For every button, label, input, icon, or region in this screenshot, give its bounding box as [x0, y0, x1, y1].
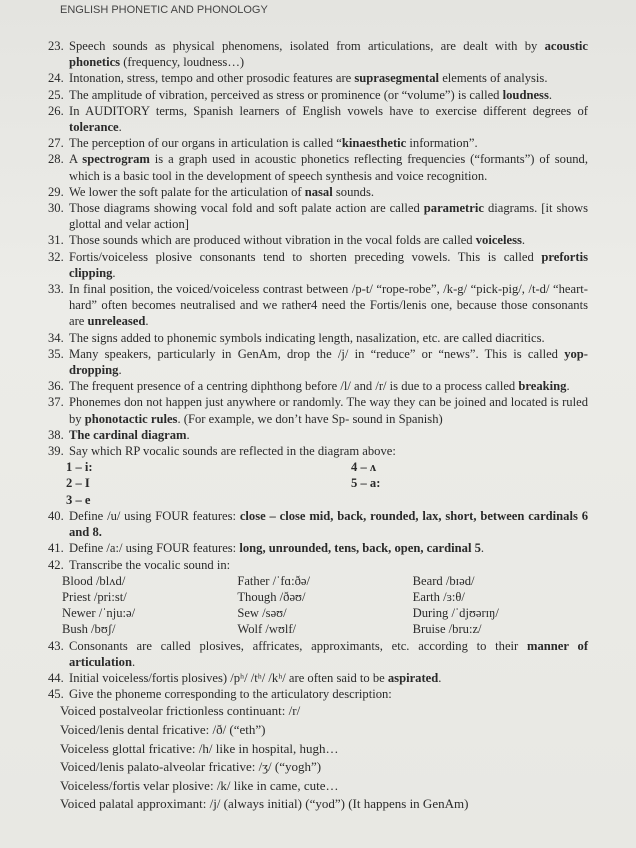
question-text-plain: We lower the soft palate for the articulation of — [69, 184, 305, 199]
question-number: 25. — [48, 87, 64, 102]
description-line: Voiceless glottal fricative: /h/ like in hospital, hugh… — [60, 740, 339, 756]
question-item — [48, 103, 588, 135]
question-text — [69, 39, 588, 69]
question-text-plain: The amplitude of vibration, perceived as stress or prominence (or “volume”) is called — [69, 87, 503, 102]
question-answer: tolerance — [69, 120, 119, 135]
question-text-plain: In final position, the voiced/voiceless contrast between /p-t/ “rope-robe”, /k-g/ “pick-pig/, /t-d/ “heart-hard” often becomes neutralised and we rather4 need the Fortis/lenis one, because those consonants are — [69, 282, 588, 329]
transcription-word: Beard /bɪəd/ — [412, 573, 475, 588]
question-text — [69, 671, 441, 685]
transcription-cell — [237, 605, 412, 621]
question-number: 43. — [48, 638, 64, 653]
question-answer: unreleased — [87, 314, 146, 329]
question-text-plain: sounds. — [332, 184, 375, 199]
question-answer: parametric — [423, 201, 484, 216]
question-number: 38. — [48, 427, 64, 442]
cardinal-entry: 5 – a: — [351, 476, 381, 491]
question-item — [48, 394, 588, 426]
question-text-plain: The frequent presence of a centring diphthong before /l/ and /r/ is due to a process called — [69, 379, 519, 394]
question-text — [69, 104, 588, 134]
question-number: 35. — [48, 346, 64, 361]
question-text — [69, 395, 588, 425]
transcription-cell — [413, 573, 588, 589]
question-item — [48, 135, 588, 151]
transcription-word: Blood /blʌd/ — [62, 573, 126, 588]
description-line: Voiceless/fortis velar plosive: /k/ like in came, cute… — [60, 777, 339, 793]
transcription-cell — [413, 589, 588, 605]
question-item — [48, 87, 588, 103]
transcription-cell — [237, 573, 412, 589]
question-text-plain: . (For example, we don’t have Sp- sound in Spanish) — [177, 411, 443, 426]
cardinal-entry: 1 – i: — [66, 460, 93, 475]
question-text-plain: . — [480, 541, 485, 556]
question-answer: voiceless — [475, 233, 522, 248]
cardinal-entry — [351, 492, 551, 508]
question-number: 26. — [48, 103, 64, 118]
question-text — [69, 444, 396, 458]
description-list — [48, 702, 588, 814]
cardinal-list — [48, 459, 588, 508]
question-answer: manner of articulation — [69, 638, 589, 669]
question-number: 30. — [48, 201, 64, 216]
question-text-plain: The perception of our organs in articulation is called “ — [69, 136, 342, 151]
question-text-plain: Define /a:/ using FOUR features: — [69, 541, 240, 556]
question-text-plain: . — [145, 314, 149, 329]
question-number: 41. — [48, 541, 64, 556]
question-number: 28. — [48, 152, 64, 167]
transcription-cell — [62, 589, 237, 605]
question-item — [48, 686, 588, 702]
question-answer: The cardinal diagram — [69, 427, 187, 442]
question-text-plain: A — [69, 152, 83, 167]
question-answer: acoustic phonetics — [69, 39, 588, 70]
cardinal-entry: 4 – ʌ — [351, 460, 377, 475]
question-number: 39. — [48, 444, 64, 459]
question-text — [69, 152, 588, 182]
question-text — [69, 558, 230, 572]
question-answer: aspirated — [387, 670, 439, 685]
question-answer: long, unrounded, tens, back, open, cardinal 5 — [239, 541, 481, 556]
question-item — [48, 638, 588, 670]
description-line: Voiced/lenis dental fricative: /ð/ (“eth”) — [60, 721, 266, 737]
question-number: 40. — [48, 508, 64, 523]
question-item — [48, 670, 588, 686]
question-item — [48, 346, 588, 378]
question-text-plain: Those diagrams showing vocal fold and soft palate action are called — [69, 201, 424, 216]
question-text-plain: information”. — [406, 136, 478, 151]
question-number: 32. — [48, 249, 64, 264]
description-line: Voiced postalveolar frictionless continuant: /r/ — [60, 703, 301, 719]
transcription-word: Earth /ɜ:θ/ — [412, 589, 465, 604]
question-item — [48, 508, 588, 540]
question-text-plain: Initial voiceless/fortis plosives) /pʰ/ /tʰ/ /kʰ/ are often said to be — [69, 670, 388, 685]
question-text — [69, 71, 547, 85]
question-text-plain: . — [118, 363, 122, 378]
cardinal-entry: 3 – e — [66, 492, 91, 507]
question-item — [48, 38, 588, 70]
description-line: Voiced palatal approximant: /j/ (always initial) (“yod”) (It happens in GenAm) — [60, 796, 469, 812]
question-item — [48, 70, 588, 86]
question-text-plain: . — [131, 654, 136, 669]
question-item — [48, 281, 588, 330]
question-answer: nasal — [304, 184, 333, 199]
question-number: 23. — [48, 39, 64, 53]
transcription-word: During /ˈdjʊərɪŋ/ — [412, 606, 499, 621]
question-text-plain: Define /u/ using FOUR features: — [69, 508, 240, 523]
question-text-plain: In AUDITORY terms, Spanish learners of English vowels have to exercise different degrees of — [69, 103, 588, 118]
question-number: 33. — [48, 282, 64, 297]
question-text — [69, 201, 588, 231]
question-text-plain: . — [521, 233, 526, 248]
description-line: Voiced/lenis palato-alveolar fricative: /ʒ/ (“yogh”) — [60, 759, 322, 775]
transcribe-table — [48, 573, 588, 638]
question-number: 29. — [48, 184, 64, 199]
transcription-word: Wolf /wʊlf/ — [237, 622, 297, 637]
question-item — [48, 200, 588, 232]
transcription-cell — [62, 605, 237, 621]
question-text — [69, 233, 525, 247]
question-text — [69, 379, 570, 393]
question-text-plain: Fortis/voiceless plosive consonants tend to shorten preceding vowels. This is called — [69, 249, 542, 264]
transcription-cell — [413, 605, 588, 621]
question-item — [48, 330, 588, 346]
question-text-plain: Many speakers, particularly in GenAm, drop the /j/ in “reduce” or “news”. This is called — [69, 346, 565, 361]
question-text — [69, 687, 392, 701]
question-number: 37. — [48, 395, 64, 410]
transcription-word: Though /ðəʊ/ — [237, 589, 306, 604]
question-answer: yop-dropping — [69, 346, 588, 378]
question-item — [48, 427, 588, 443]
transcription-cell — [413, 621, 588, 637]
question-answer: breaking — [518, 379, 567, 394]
question-item — [48, 378, 588, 394]
question-text — [69, 428, 190, 442]
question-number: 42. — [48, 557, 64, 572]
question-text-plain: Phonemes don not happen just anywhere or randomly. The way they can be joined and located is ruled by — [69, 395, 588, 426]
question-text-plain: The signs added to phonemic symbols indicating length, nasalization, etc. are called diacritics. — [69, 330, 545, 345]
cardinal-entry: 2 – I — [66, 476, 90, 491]
question-answer: prefortis clipping — [69, 249, 588, 280]
question-text — [69, 509, 588, 539]
page-header: ENGLISH PHONETIC AND PHONOLOGY — [60, 4, 268, 16]
question-text-plain: Transcribe the vocalic sound in: — [69, 557, 231, 572]
transcription-word: Bruise /bru:z/ — [412, 622, 482, 637]
question-answer: suprasegmental — [354, 71, 440, 86]
question-text-plain: Speech sounds as physical phenomens, isolated from articulations, are dealt with by — [69, 39, 545, 53]
question-text-plain: . — [186, 427, 190, 442]
question-number: 34. — [48, 330, 64, 345]
question-number: 31. — [48, 233, 64, 248]
question-text — [69, 185, 374, 199]
question-text — [69, 282, 588, 328]
question-text-plain: . — [548, 87, 552, 102]
question-item — [48, 151, 588, 183]
question-item — [48, 443, 588, 459]
question-answer: kinaesthetic — [341, 136, 407, 151]
transcription-word: Father /ˈfɑ:ðə/ — [237, 573, 311, 588]
question-text — [69, 331, 545, 345]
question-item — [48, 540, 588, 556]
question-text — [69, 88, 552, 102]
question-item — [48, 557, 588, 573]
transcription-word: Priest /pri:st/ — [62, 589, 127, 604]
question-item — [48, 184, 588, 200]
question-text-plain: Those sounds which are produced without vibration in the vocal folds are called — [69, 233, 476, 248]
question-number: 45. — [48, 687, 64, 702]
transcription-cell — [237, 589, 412, 605]
question-number: 44. — [48, 670, 64, 685]
question-text — [69, 639, 588, 669]
transcription-word: Newer /ˈnju:ə/ — [62, 606, 136, 621]
question-text-plain: diagrams. [it shows glottal and velar action] — [69, 201, 588, 232]
question-answer: loudness — [502, 87, 549, 102]
transcription-cell — [62, 621, 237, 637]
transcription-word: Sew /səʊ/ — [237, 606, 287, 621]
question-text — [69, 136, 478, 150]
question-text-plain: elements of analysis. — [439, 71, 548, 86]
question-text — [69, 347, 588, 377]
question-text — [69, 250, 588, 280]
question-number: 36. — [48, 379, 64, 394]
question-text-plain: Intonation, stress, tempo and other prosodic features are — [69, 71, 355, 86]
transcription-cell — [237, 621, 412, 637]
question-text-plain: . — [566, 379, 570, 394]
question-number: 24. — [48, 71, 64, 86]
question-answer: close – close mid, back, rounded, lax, short, between cardinals 6 and 8. — [69, 508, 588, 540]
question-text-plain: Consonants are called plosives, affricates, approximants, etc. according to their — [69, 638, 528, 653]
question-item — [48, 232, 588, 248]
question-text-plain: is a graph used in acoustic phonetics reflecting frequencies (“formants”) of sound, which is a basic tool in the development of speech synthesis and voice recognition. — [69, 152, 588, 183]
question-answer: spectrogram — [82, 152, 150, 167]
question-text-plain: Give the phoneme corresponding to the articulatory description: — [69, 687, 392, 702]
transcription-word: Bush /bʊʃ/ — [62, 622, 116, 637]
question-text-plain: . — [438, 670, 442, 685]
question-answer: phonotactic rules — [84, 411, 178, 426]
question-text-plain: Say which RP vocalic sounds are reflected in the diagram above: — [69, 444, 396, 459]
question-number: 27. — [48, 136, 64, 151]
question-text-plain: (frequency, loudness…) — [120, 55, 245, 70]
question-text-plain: . — [112, 265, 116, 280]
question-text-plain: . — [118, 120, 122, 135]
question-item — [48, 249, 588, 281]
transcription-cell — [62, 573, 237, 589]
question-text — [69, 541, 484, 555]
item-list — [48, 38, 588, 814]
